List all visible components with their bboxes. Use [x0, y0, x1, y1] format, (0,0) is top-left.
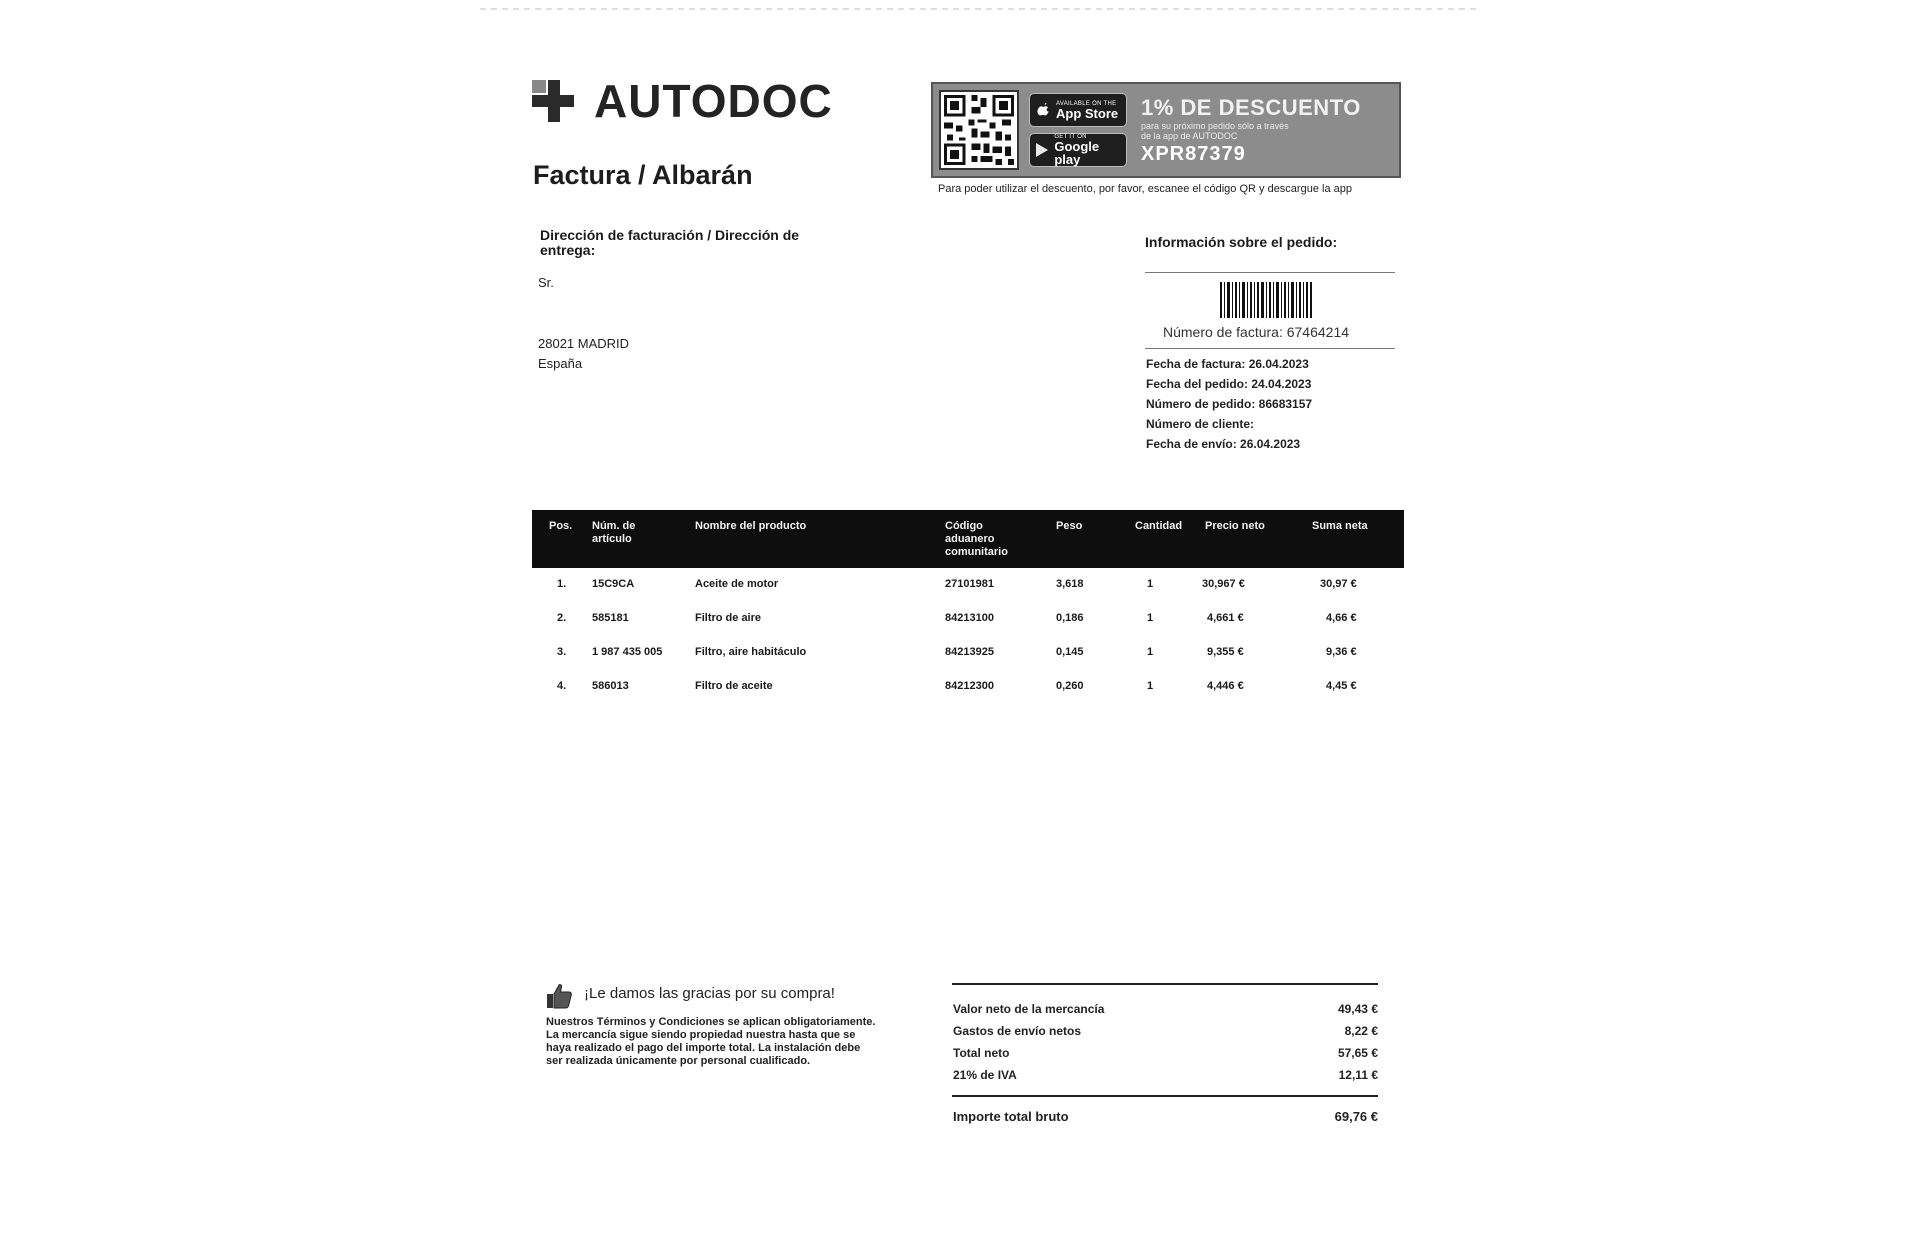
grand-total-label: Importe total bruto [953, 1109, 1069, 1124]
total-label: Gastos de envío netos [953, 1024, 1082, 1038]
total-value: 12,11 € [1338, 1068, 1378, 1082]
col-quantity: Cantidad [1135, 520, 1183, 532]
col-customs-code: Código aduanero comunitario [945, 520, 1008, 558]
address-label: Dirección de facturación / Dirección de entrega: [540, 227, 800, 258]
google-play-badge[interactable]: GET IT ON Google play [1029, 133, 1127, 167]
brand-logo [532, 75, 833, 127]
autodoc-cross-icon [532, 80, 574, 122]
items-table-header [532, 510, 1404, 568]
document-title: Factura / Albarán [533, 160, 753, 190]
order-number: Número de pedido: 86683157 [1146, 397, 1313, 411]
customer-number: Número de cliente: [1146, 417, 1255, 431]
promo-banner [931, 82, 1401, 178]
promo-headline: 1% DE DESCUENTO [1141, 94, 1361, 120]
divider [1145, 348, 1395, 349]
brand-name: AUTODOC [594, 75, 833, 127]
total-label: Valor neto de la mercancía [953, 1002, 1105, 1016]
apple-icon [1035, 100, 1051, 120]
address-salutation: Sr. [538, 275, 554, 290]
thanks-title: ¡Le damos las gracias por su compra! [584, 985, 835, 1002]
total-value: 8,22 € [1344, 1024, 1378, 1038]
barcode-icon [1220, 282, 1312, 318]
divider [952, 1095, 1378, 1097]
promo-code: XPR87379 [1141, 142, 1246, 165]
total-value: 49,43 € [1337, 1002, 1378, 1016]
play-icon [1035, 140, 1049, 160]
grand-total-value: 69,76 € [1334, 1109, 1378, 1124]
col-weight: Peso [1056, 520, 1083, 532]
total-label: 21% de IVA [953, 1068, 1017, 1082]
col-net-sum: Suma neta [1312, 520, 1368, 532]
address-country: España [538, 356, 583, 371]
divider [1145, 272, 1395, 273]
order-date: Fecha del pedido: 24.04.2023 [1146, 377, 1312, 391]
col-article: Núm. de artículo [592, 520, 636, 545]
thumbs-up-icon [545, 982, 573, 1010]
address-city: 28021 MADRID [538, 336, 630, 351]
invoice-page: AUTODOC Factura / Albarán AVAILABLE ON THE App Store GET IT ON Google play 1% DE DESCUENTO para su próximo pedido sólo a través de la app de AUTODOC XPR87379 Para poder utilizar el descuento, por favor, escanee el código QR y descargue la app Dirección de facturación / Dirección de entrega: Sr. 28021 MADRID España Información sobre el pedido: Número de factura: 67464214 Fecha de factura: 26.04.2023 Fecha del pedido: 24.04.2023 Número de pedido: 86683157 Número de cliente: Fecha de envío: 26.04.2023 Pos. Núm. de artículo Nombre del producto Código aduanero comunitario Peso Cantidad Precio neto Suma neta 1. 15C9CA Aceite de motor 27101981 3,618 1 30,967 € 30,97 € 2. 585181 Filtro de aire 84213100 0,186 1 4,661 € 4,66 € 3. 1 987 435 005 Filtro, aire habitáculo 84213925 0,145 1 9,355 € 9,36 € 4. 586013 Filtro de aceite 84212300 0,260 1 4,446 € 4,45 € ¡Le damos las gracias por su compra! Nuestros Términos y Condiciones se aplican obligatoriamente. La mercancía sigue siendo propiedad nuestra hasta que se haya realizado el pago del importe total. La instalación debe ser realizada únicamente por personal cualificado. Valor neto de la mercancía 49,43 € Gastos de envío netos 8,22 € Total neto 57,65 € 21% de IVA 12,11 € Importe total bruto 69,76 € [0, 0, 1920, 1260]
total-label: Total neto [953, 1046, 1010, 1060]
col-pos: Pos. [549, 520, 573, 532]
order-info-title: Información sobre el pedido: [1145, 234, 1338, 250]
promo-note: Para poder utilizar el descuento, por favor, escanee el código QR y descargue la app [938, 183, 1352, 195]
promo-text [1141, 95, 1361, 166]
store-badges [1029, 93, 1127, 167]
promo-subline: para su próximo pedido sólo a través de la app de AUTODOC [1141, 120, 1289, 141]
terms-text: Nuestros Términos y Condiciones se aplican obligatoriamente. La mercancía sigue siendo propiedad nuestra hasta que se haya realizado el pago del importe total. La instalación debe ser realizada únicamente por personal cualificado. [546, 1016, 876, 1067]
app-store-badge[interactable]: AVAILABLE ON THE App Store [1029, 93, 1127, 127]
divider [952, 983, 1378, 985]
total-value: 57,65 € [1337, 1046, 1378, 1060]
invoice-number: Número de factura: 67464214 [1163, 324, 1350, 340]
invoice-date: Fecha de factura: 26.04.2023 [1146, 357, 1309, 371]
shipping-date: Fecha de envío: 26.04.2023 [1146, 437, 1301, 451]
col-product: Nombre del producto [695, 520, 807, 532]
qr-code-icon [939, 90, 1019, 170]
col-unit-price: Precio neto [1205, 520, 1265, 532]
